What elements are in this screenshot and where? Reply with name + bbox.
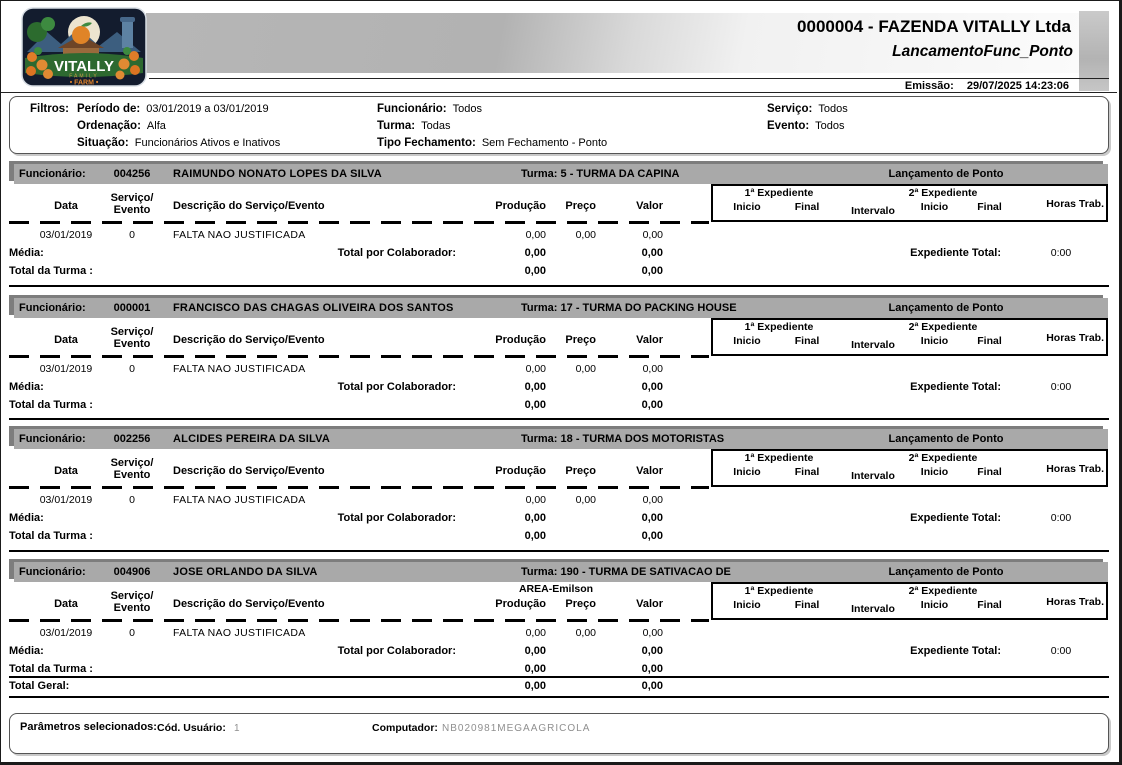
media-producao: 0,00: [524, 247, 546, 259]
turma-value: 190 - TURMA DE SATIVACAO DE: [560, 566, 731, 578]
descricao-column-header: Descrição do Serviço/Evento: [173, 465, 325, 477]
final-2-header: Final: [977, 335, 1002, 347]
expediente-2-header: 2ª Expediente: [908, 585, 978, 597]
data-column-header: Data: [54, 334, 78, 346]
total-colaborador-label: Total por Colaborador:: [337, 381, 456, 393]
total-turma-label: Total da Turma :: [9, 530, 93, 542]
total-turma-valor: 0,00: [641, 265, 663, 277]
inicio-2-header: Inicio: [920, 599, 949, 611]
producao-column-header: Produção: [495, 465, 546, 477]
computador-value: NB020981MEGAAGRICOLA: [442, 723, 591, 734]
expediente-total-label: Expediente Total:: [910, 247, 1001, 259]
section-divider: [9, 550, 1109, 552]
producao-column-header: Produção: [495, 200, 546, 212]
employee-header-band: [14, 562, 1108, 582]
expediente-1-header: 1ª Expediente: [744, 187, 814, 199]
expediente-total-value: 0:00: [1050, 247, 1072, 259]
turma-header: [521, 302, 737, 314]
total-geral-producao: 0,00: [524, 680, 546, 692]
media-valor: 0,00: [641, 381, 663, 393]
turma-value-wrap: AREA-Emilson: [518, 583, 594, 595]
total-turma-label: Total da Turma :: [9, 663, 93, 675]
final-1-header: Final: [794, 599, 820, 611]
media-label: Média:: [9, 512, 44, 524]
servico-header-line: Serviço/: [110, 590, 154, 602]
intervalo-header: Intervalo: [851, 603, 895, 615]
evento-header-line: Evento: [113, 468, 151, 481]
turma-value: 17 - TURMA DO PACKING HOUSE: [560, 302, 737, 314]
employee-header-band: [14, 429, 1108, 449]
row-valor: 0,00: [642, 627, 663, 639]
employee-code: 004256: [113, 168, 151, 180]
horas-trab-header: Horas Trab.: [1046, 463, 1104, 475]
turma-header: [521, 566, 731, 578]
total-turma-label: Total da Turma :: [9, 265, 93, 277]
servico-evento-column-header: [101, 193, 163, 216]
descricao-column-header: Descrição do Serviço/Evento: [173, 200, 325, 212]
row-preco: 0,00: [575, 494, 596, 506]
funcionario-filter-label: Funcionário:: [377, 103, 447, 115]
filter-situacao: [77, 135, 280, 152]
evento-header-line: Evento: [113, 337, 151, 350]
filters-column-1: [77, 101, 280, 152]
total-geral-valor: 0,00: [641, 680, 663, 692]
final-1-header: Final: [794, 201, 820, 213]
total-turma-label: Total da Turma :: [9, 399, 93, 411]
total-geral-label: Total Geral:: [9, 680, 70, 692]
evento-header-line: Evento: [113, 203, 151, 216]
row-date: 03/01/2019: [39, 229, 93, 241]
expediente-total-label: Expediente Total:: [910, 381, 1001, 393]
total-turma-producao: 0,00: [524, 530, 546, 542]
servico-evento-column-header: [101, 591, 163, 614]
row-descricao: FALTA NAO JUSTIFICADA: [173, 363, 306, 375]
producao-column-header: Produção: [495, 598, 546, 610]
horas-trab-header: Horas Trab.: [1046, 198, 1104, 210]
filter-funcionario: [377, 101, 607, 118]
funcionario-label: Funcionário:: [19, 168, 86, 180]
filter-tipo-fechamento: [377, 135, 607, 152]
employee-code: 000001: [113, 302, 151, 314]
data-column-header: Data: [54, 598, 78, 610]
cod-usuario-value: 1: [234, 723, 240, 734]
row-producao: 0,00: [525, 229, 546, 241]
total-turma-valor: 0,00: [641, 663, 663, 675]
lancamento-ponto-label: Lançamento de Ponto: [888, 168, 1004, 180]
media-valor: 0,00: [641, 247, 663, 259]
total-turma-producao: 0,00: [524, 399, 546, 411]
total-colaborador-label: Total por Colaborador:: [337, 247, 456, 259]
expediente-2-header: 2ª Expediente: [908, 321, 978, 333]
servico-header-line: Serviço/: [110, 192, 154, 204]
row-producao: 0,00: [525, 363, 546, 375]
lancamento-ponto-label: Lançamento de Ponto: [888, 433, 1004, 445]
logo-silo: [122, 20, 133, 48]
expediente-box: [711, 582, 1108, 620]
turma-label: Turma:: [521, 302, 558, 314]
producao-column-header: Produção: [495, 334, 546, 346]
expediente-1-header: 1ª Expediente: [744, 585, 814, 597]
row-valor: 0,00: [642, 494, 663, 506]
logo-subtitle: FAMILY: [69, 73, 99, 80]
header-right-strip: [1079, 11, 1109, 91]
row-servico-evento: 0: [129, 494, 135, 506]
row-valor: 0,00: [642, 229, 663, 241]
employee-name: RAIMUNDO NONATO LOPES DA SILVA: [173, 168, 382, 180]
intervalo-header: Intervalo: [851, 205, 895, 217]
header-dashed-rule: [9, 221, 709, 224]
preco-column-header: Preço: [565, 465, 596, 477]
header-dashed-rule: [9, 619, 709, 622]
descricao-column-header: Descrição do Serviço/Evento: [173, 334, 325, 346]
funcionario-label: Funcionário:: [19, 566, 86, 578]
row-preco: 0,00: [575, 627, 596, 639]
final-2-header: Final: [977, 466, 1002, 478]
filters-title: Filtros:: [30, 103, 69, 115]
final-1-header: Final: [794, 466, 820, 478]
inicio-2-header: Inicio: [920, 466, 949, 478]
media-valor: 0,00: [641, 512, 663, 524]
filter-evento: [767, 118, 848, 135]
total-colaborador-label: Total por Colaborador:: [337, 512, 456, 524]
turma-header: [521, 168, 680, 180]
employee-section: [1, 429, 1122, 564]
filter-turma: [377, 118, 607, 135]
servico-evento-column-header: [101, 458, 163, 481]
periodo-value: 03/01/2019 a 03/01/2019: [146, 103, 269, 115]
media-valor: 0,00: [641, 645, 663, 657]
total-geral-row: [9, 678, 1109, 698]
header-dashed-rule: [9, 486, 709, 489]
filter-periodo: [77, 101, 280, 118]
turma-header: [521, 433, 724, 445]
company-title: 0000004 - FAZENDA VITALLY Ltda: [797, 17, 1071, 36]
final-1-header: Final: [794, 335, 820, 347]
employee-name: FRANCISCO DAS CHAGAS OLIVEIRA DOS SANTOS: [173, 302, 454, 314]
total-colaborador-label: Total por Colaborador:: [337, 645, 456, 657]
turma-filter-label: Turma:: [377, 120, 416, 132]
horas-trab-header: Horas Trab.: [1046, 596, 1104, 608]
filters-column-2: [377, 101, 607, 152]
servico-header-line: Serviço/: [110, 326, 154, 338]
servico-filter-label: Serviço:: [767, 103, 813, 115]
evento-header-line: Evento: [113, 601, 151, 614]
total-turma-valor: 0,00: [641, 530, 663, 542]
servico-filter-value: Todos: [818, 103, 848, 115]
expediente-total-label: Expediente Total:: [910, 645, 1001, 657]
turma-label: Turma:: [521, 168, 558, 180]
employee-name: JOSE ORLANDO DA SILVA: [173, 566, 318, 578]
computador-label: Computador:: [372, 722, 438, 734]
row-descricao: FALTA NAO JUSTIFICADA: [173, 494, 306, 506]
emission-line: [801, 80, 1069, 92]
media-producao: 0,00: [524, 381, 546, 393]
horas-trab-header: Horas Trab.: [1046, 332, 1104, 344]
final-2-header: Final: [977, 201, 1002, 213]
turma-value: 5 - TURMA DA CAPINA: [560, 168, 680, 180]
periodo-label: Período de:: [77, 103, 141, 115]
inicio-1-header: Inicio: [733, 599, 761, 611]
expediente-2-header: 2ª Expediente: [908, 452, 978, 464]
funcionario-filter-value: Todos: [452, 103, 482, 115]
employee-section: [1, 164, 1122, 299]
expediente-box: [711, 318, 1108, 356]
employee-name: ALCIDES PEREIRA DA SILVA: [173, 433, 330, 445]
descricao-column-header: Descrição do Serviço/Evento: [173, 598, 325, 610]
turma-label: Turma:: [521, 566, 558, 578]
servico-header-line: Serviço/: [110, 457, 154, 469]
filter-ordenacao: [77, 118, 280, 135]
servico-evento-column-header: [101, 327, 163, 350]
expediente-total-value: 0:00: [1050, 512, 1072, 524]
row-servico-evento: 0: [129, 627, 135, 639]
row-preco: 0,00: [575, 229, 596, 241]
logo-orange: [72, 26, 90, 44]
row-date: 03/01/2019: [39, 363, 93, 375]
media-producao: 0,00: [524, 512, 546, 524]
inicio-2-header: Inicio: [920, 335, 949, 347]
row-date: 03/01/2019: [39, 627, 93, 639]
row-descricao: FALTA NAO JUSTIFICADA: [173, 229, 306, 241]
row-producao: 0,00: [525, 494, 546, 506]
report-name: LancamentoFunc_Ponto: [892, 43, 1073, 60]
logo-title: VITALLY: [53, 58, 115, 75]
employee-code: 004906: [113, 566, 151, 578]
row-preco: 0,00: [575, 363, 596, 375]
expediente-total-label: Expediente Total:: [910, 512, 1001, 524]
employee-header-band: [14, 298, 1108, 318]
evento-filter-value: Todos: [815, 120, 845, 132]
media-label: Média:: [9, 247, 44, 259]
emission-label: Emissão:: [904, 80, 954, 92]
cod-usuario-label: Cód. Usuário:: [157, 722, 226, 734]
expediente-total-value: 0:00: [1050, 645, 1072, 657]
expediente-1-header: 1ª Expediente: [744, 452, 814, 464]
media-label: Média:: [9, 645, 44, 657]
valor-column-header: Valor: [636, 334, 663, 346]
row-descricao: FALTA NAO JUSTIFICADA: [173, 627, 306, 639]
vitally-farm-logo: [21, 7, 147, 87]
employee-code: 002256: [113, 433, 151, 445]
final-2-header: Final: [977, 599, 1002, 611]
filters-panel: [9, 96, 1109, 154]
filters-column-3: [767, 101, 848, 135]
evento-filter-label: Evento:: [767, 120, 810, 132]
turma-value: 18 - TURMA DOS MOTORISTAS: [560, 433, 725, 445]
situacao-label: Situação:: [77, 137, 129, 149]
emission-value: 29/07/2025 14:23:06: [966, 80, 1069, 92]
employee-header-band: [14, 164, 1108, 184]
tipo-fechamento-value: Sem Fechamento - Ponto: [481, 137, 608, 149]
preco-column-header: Preço: [565, 200, 596, 212]
inicio-1-header: Inicio: [733, 201, 761, 213]
turma-label: Turma:: [521, 433, 558, 445]
lancamento-ponto-label: Lançamento de Ponto: [888, 566, 1004, 578]
funcionario-label: Funcionário:: [19, 302, 86, 314]
row-servico-evento: 0: [129, 229, 135, 241]
total-turma-producao: 0,00: [524, 265, 546, 277]
lancamento-ponto-label: Lançamento de Ponto: [888, 302, 1004, 314]
expediente-box: [711, 184, 1108, 222]
expediente-total-value: 0:00: [1050, 381, 1072, 393]
situacao-value: Funcionários Ativos e Inativos: [134, 137, 281, 149]
funcionario-label: Funcionário:: [19, 433, 86, 445]
section-divider: [9, 285, 1109, 287]
intervalo-header: Intervalo: [851, 339, 895, 351]
intervalo-header: Intervalo: [851, 470, 895, 482]
data-column-header: Data: [54, 200, 78, 212]
row-servico-evento: 0: [129, 363, 135, 375]
header-rule-top: [149, 78, 1109, 79]
filter-servico: [767, 101, 848, 118]
turma-filter-value: Todas: [421, 120, 451, 132]
ordenacao-value: Alfa: [146, 120, 166, 132]
valor-column-header: Valor: [636, 465, 663, 477]
valor-column-header: Valor: [636, 598, 663, 610]
row-producao: 0,00: [525, 627, 546, 639]
row-date: 03/01/2019: [39, 494, 93, 506]
tipo-fechamento-label: Tipo Fechamento:: [377, 137, 476, 149]
expediente-2-header: 2ª Expediente: [908, 187, 978, 199]
inicio-1-header: Inicio: [733, 335, 761, 347]
params-label: Parâmetros selecionados:: [20, 721, 157, 733]
valor-column-header: Valor: [636, 200, 663, 212]
media-label: Média:: [9, 381, 44, 393]
expediente-1-header: 1ª Expediente: [744, 321, 814, 333]
header-rule-bottom: [1, 92, 1117, 93]
header-dashed-rule: [9, 355, 709, 358]
total-turma-producao: 0,00: [524, 663, 546, 675]
inicio-2-header: Inicio: [920, 201, 949, 213]
logo-farm-line: • FARM •: [69, 79, 99, 87]
ordenacao-label: Ordenação:: [77, 120, 141, 132]
section-divider: [9, 418, 1109, 420]
preco-column-header: Preço: [565, 598, 596, 610]
media-producao: 0,00: [524, 645, 546, 657]
footer-panel: [9, 713, 1109, 754]
employee-section: [1, 298, 1122, 433]
total-turma-valor: 0,00: [641, 399, 663, 411]
preco-column-header: Preço: [565, 334, 596, 346]
row-valor: 0,00: [642, 363, 663, 375]
expediente-box: [711, 449, 1108, 487]
inicio-1-header: Inicio: [733, 466, 761, 478]
data-column-header: Data: [54, 465, 78, 477]
